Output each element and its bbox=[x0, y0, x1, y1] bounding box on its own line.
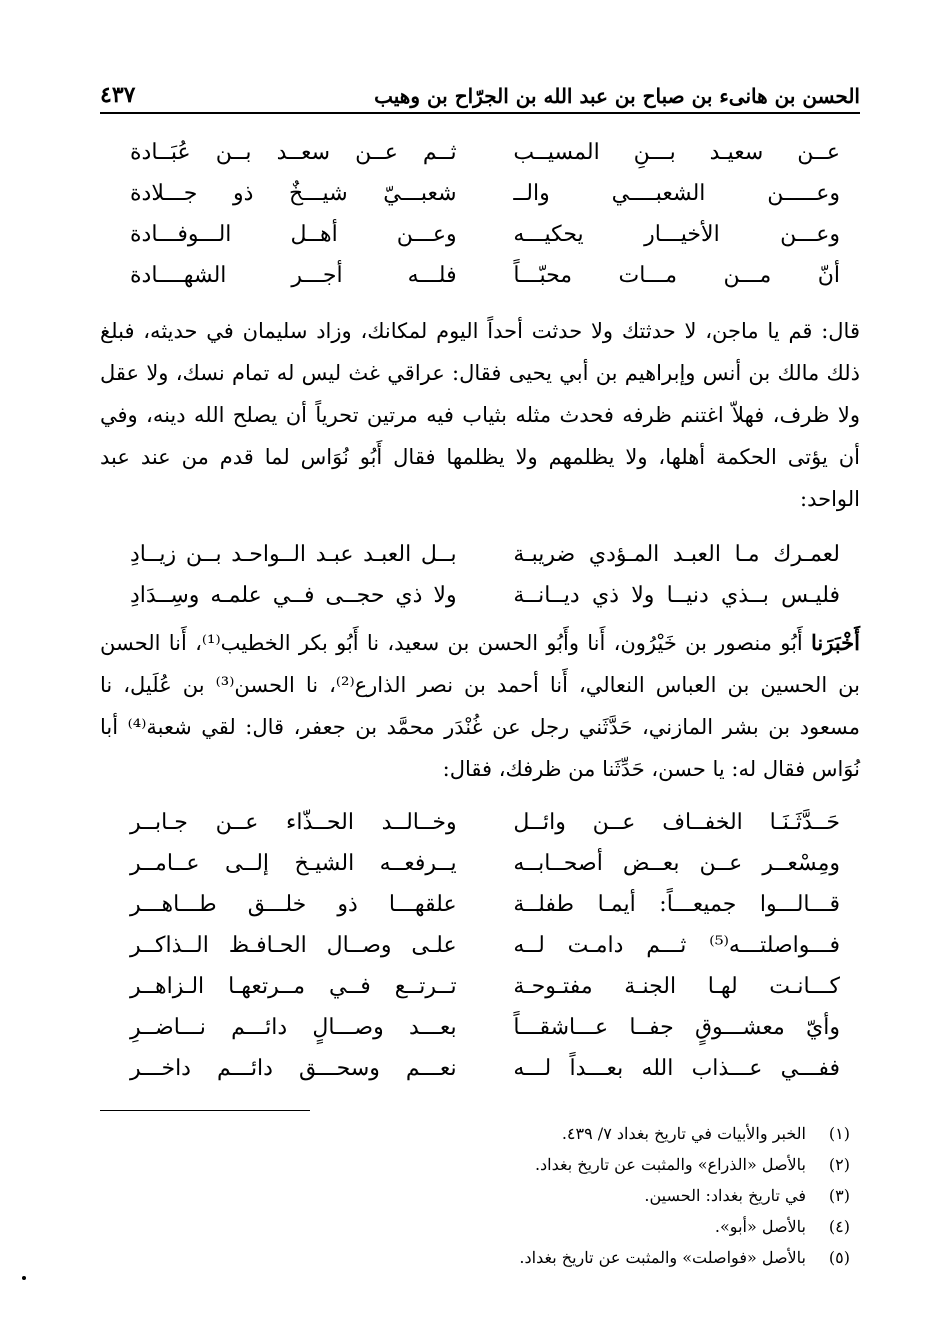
footnote-text: الخبر والأبيات في تاريخ بغداد ٧/ ٤٣٩. bbox=[561, 1124, 806, 1143]
verse-first-hemistich: كـــانـت لهـا الجنـة مفتـوحـة bbox=[513, 974, 840, 999]
verse-second-hemistich: بــل العبـد عبـد الــواحـد بــن زيــادِ bbox=[130, 542, 457, 567]
prose-paragraph-2 bbox=[100, 622, 860, 790]
footnote-number: (٥) bbox=[828, 1248, 850, 1267]
page-header bbox=[100, 72, 860, 114]
verse-second-hemistich: بعـــد وصـــالٍ دائـــم نـــاضــرِ bbox=[130, 1015, 457, 1040]
page-speck bbox=[22, 1276, 26, 1280]
footnote bbox=[250, 1180, 850, 1211]
footnote bbox=[250, 1118, 850, 1149]
footnote-number: (٢) bbox=[828, 1155, 850, 1174]
verse-line bbox=[130, 214, 840, 255]
verse-first-hemistich: فـــواصلتـــه⁽⁵⁾ ثـــم دامـت لــه bbox=[513, 933, 840, 958]
paragraph-text bbox=[100, 622, 860, 790]
verse-first-hemistich: عــن سعيـد بـــنِ المسيــب bbox=[513, 140, 840, 165]
verse-second-hemistich: ولا ذي حجــى فــي علمـه وسِــدَادِ bbox=[130, 583, 457, 608]
verse-first-hemistich: قـــالـــوا جميعـــاً: أيمـا طفلــة bbox=[513, 892, 840, 917]
footnote-text: بالأصل «فواصلت» والمثبت عن تاريخ بغداد. bbox=[519, 1248, 806, 1267]
verse-second-hemistich: نعـــم وسحـــق دائـــم داخـــر bbox=[130, 1056, 457, 1081]
footnote-text: في تاريخ بغداد: الحسين. bbox=[644, 1186, 806, 1205]
verse-first-hemistich: أنّ مـــن مـــات محبّـــاً bbox=[513, 263, 840, 288]
footnote-text: بالأصل «أبو». bbox=[714, 1217, 806, 1236]
footnote bbox=[250, 1149, 850, 1180]
verse-line bbox=[130, 884, 840, 925]
verse-line bbox=[130, 575, 840, 616]
running-title: الحسن بن هانىء بن صباح بن عبد الله بن الجرّاح بن وهيب bbox=[374, 84, 860, 108]
poem-1 bbox=[130, 132, 840, 296]
verse-first-hemistich: حَــدَّثَـنَـا الخفــاف عــن وائــل bbox=[513, 810, 840, 835]
verse-second-hemistich: فلـــه أجـــر الشهــــادة bbox=[130, 263, 457, 288]
verse-line bbox=[130, 534, 840, 575]
verse-line bbox=[130, 843, 840, 884]
verse-line bbox=[130, 132, 840, 173]
page-number: ٤٣٧ bbox=[100, 82, 136, 108]
verse-second-hemistich: وخــالــد الحــذّاء عــن جـابــر bbox=[130, 810, 457, 835]
verse-line bbox=[130, 255, 840, 296]
footnote-number: (٣) bbox=[828, 1186, 850, 1205]
verse-first-hemistich: فليـس بــذي دنيــا ولا ذي ديــانــة bbox=[513, 583, 840, 608]
page bbox=[100, 62, 860, 1322]
verse-second-hemistich: علقهـــا ذو خلـــق طـــاهـــر bbox=[130, 892, 457, 917]
verse-line bbox=[130, 1007, 840, 1048]
footnote-text: بالأصل «الذراع» والمثبت عن تاريخ بغداد. bbox=[534, 1155, 806, 1174]
poem-3 bbox=[130, 802, 840, 1089]
footnote bbox=[250, 1242, 850, 1273]
prose-paragraph-1 bbox=[100, 310, 860, 520]
verse-second-hemistich: تــرتــع فــي مــرتعهـا الـزاهــر bbox=[130, 974, 457, 999]
verse-first-hemistich: ففـــي عـــذاب الله بعـــداً لـــه bbox=[513, 1056, 840, 1081]
verse-first-hemistich: وأيّ معشـــوقٍ جفــا عـــاشقـــاً bbox=[513, 1015, 840, 1040]
verse-second-hemistich: وعـــن أهــل الـــوفـــادة bbox=[130, 222, 457, 247]
verse-line bbox=[130, 966, 840, 1007]
footnote-separator bbox=[100, 1110, 310, 1111]
verse-second-hemistich: شعبـــيّ شيـــخٌ ذو جـــلادة bbox=[130, 181, 457, 206]
footnote-number: (١) bbox=[828, 1124, 850, 1143]
isnad-text: أَبُو منصور بن خَيْرُون، أَنا وأَبُو الحسن بن سعيد، نا أَبُو بكر الخطيب⁽¹⁾، أَنا الحسن بن الحسين بن العباس النعالي، أَنا أحمد بن نصر الذارع⁽²⁾، نا الحسن⁽³⁾ بن عُلَيل، نا مسعود بن بشر المازني، حَدَّثَني رجل عن غُنْدَر محمَّد بن جعفر، قال: لقي شعبة⁽⁴⁾ أبا نُوَاس فقال له: يا حسن، حَدِّثَنا من ظرفك، فقال: bbox=[100, 631, 860, 781]
verse-second-hemistich: ثــم عــن سعــد بــن عُبَــادة bbox=[130, 140, 457, 165]
verse-first-hemistich: وعـــــن الشعبــــي والــ bbox=[513, 181, 840, 206]
verse-first-hemistich: وعـــن الأخيـــار يحكيـــه bbox=[513, 222, 840, 247]
verse-first-hemistich: لعمـرك مـا العبـد المـؤدي ضريبـة bbox=[513, 542, 840, 567]
isnad-lead-word: أَخْبَرَنا bbox=[811, 630, 860, 655]
footnote-number: (٤) bbox=[828, 1217, 850, 1236]
paragraph-text: قال: قم يا ماجن، لا حدثتك ولا حدثت أحداً اليوم لمكانك، وزاد سليمان في حديثه، فبلغ ذلك مالك بن أنس وإبراهيم بن أبي يحيى فقال: عراقي غث ليس له تمام نسك، ولا عقل ولا ظرف، فهلاّ اغتنم ظرفه فحدث مثله بثياب فيه مرتين تحرياً أن يصلح الله دينه، وفي أن يؤتى الحكمة أهلها، ولا يظلمهم ولا يظلمها فقال أَبُو نُوَاس لما قدم من عند عبد الواحد: bbox=[100, 319, 860, 511]
verse-second-hemistich: يــرفعــه الشيـخ إلــى عــامــر bbox=[130, 851, 457, 876]
verse-first-hemistich: ومِسْعــر عــن بعــض أصحــابــه bbox=[513, 851, 840, 876]
verse-line bbox=[130, 802, 840, 843]
poem-2 bbox=[130, 534, 840, 616]
verse-line bbox=[130, 1048, 840, 1089]
footnotes bbox=[250, 1118, 850, 1273]
verse-line bbox=[130, 925, 840, 966]
verse-line bbox=[130, 173, 840, 214]
verse-second-hemistich: علـى وصــال الحـافـظ الــذاكــر bbox=[130, 933, 457, 958]
footnote bbox=[250, 1211, 850, 1242]
